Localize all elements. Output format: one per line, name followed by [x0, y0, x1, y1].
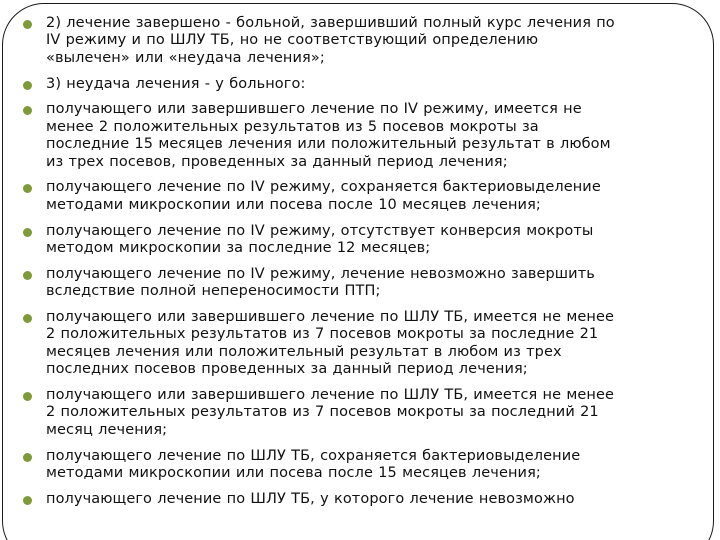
bullet-dot-icon [23, 184, 32, 193]
bullet-item [16, 309, 696, 379]
bullet-dot-icon [23, 271, 32, 280]
bullet-text: 2) лечение завершено - больной, завершивший полный курс лечения по IV режиму и по ШЛУ ТБ, но не соответствующий определению «вылечен» или «неудача лечения»; [46, 15, 615, 66]
bullet-item [16, 491, 696, 508]
bullet-dot-icon [23, 81, 32, 90]
bullet-text: получающего лечение по ШЛУ ТБ, у которого лечение невозможно [46, 490, 575, 507]
bullet-text: получающего лечение по IV режиму, сохраняется бактериовыделение методами микроскопии или посева после 10 месяцев лечения; [46, 179, 601, 213]
bullet-item [16, 223, 696, 258]
bullet-item [16, 76, 696, 93]
bullet-dot-icon [23, 496, 32, 505]
text-body [16, 15, 696, 517]
bullet-text: получающего или завершившего лечение по ШЛУ ТБ, имеется не менее 2 положительных результатов из 7 посевов мокроты за последние 21 месяцев лечения или положительный результат в любом из трех последних посевов проведенных за данный период лечения; [46, 309, 615, 378]
bullet-dot-icon [23, 314, 32, 323]
bullet-text: получающего лечение по ШЛУ ТБ, сохраняется бактериовыделение методами микроскопии или посева после 15 месяцев лечения; [46, 447, 581, 482]
bullet-list [16, 15, 696, 508]
bullet-item [16, 179, 696, 214]
bullet-dot-icon [23, 392, 32, 401]
bullet-item [16, 101, 696, 171]
bullet-text: получающего лечение по IV режиму, отсутствует конверсия мокроты методом микроскопии за последние 12 месяцев; [46, 222, 594, 257]
bullet-item [16, 266, 696, 301]
bullet-item [16, 15, 696, 67]
bullet-text: получающего лечение по IV режиму, лечение невозможно завершить вследствие полной непереносимости ПТП; [46, 265, 595, 300]
bullet-text: получающего или завершившего лечение по ШЛУ ТБ, имеется не менее 2 положительных результатов из 7 посевов мокроты за последний 21 месяц лечения; [46, 387, 615, 438]
bullet-dot-icon [23, 20, 32, 29]
bullet-item [16, 448, 696, 483]
bullet-item [16, 387, 696, 439]
bullet-dot-icon [23, 453, 32, 462]
bullet-dot-icon [23, 228, 32, 237]
bullet-text: 3) неудача лечения - у больного: [46, 75, 306, 92]
bullet-dot-icon [23, 106, 32, 115]
bullet-text: получающего или завершившего лечение по IV режиму, имеется не менее 2 положительных результатов из 5 посевов мокроты за последние 15 месяцев лечения или положительный результат в любом из трех посевов, проведенных за данный период лечения; [46, 101, 611, 170]
